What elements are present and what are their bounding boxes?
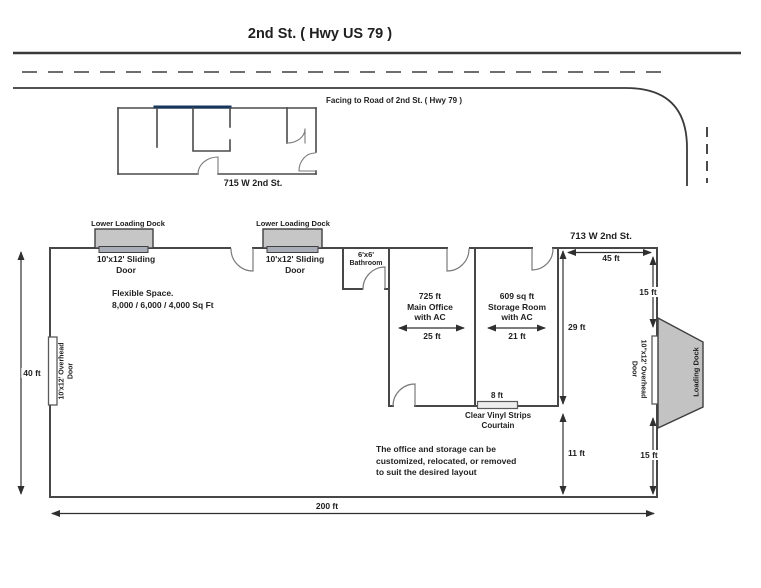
office-bottom-door bbox=[393, 384, 415, 406]
building-713-floorplan bbox=[50, 248, 657, 497]
dim-40ft: 40 ft bbox=[23, 368, 41, 378]
sliding-door1-label: 10'x12' Sliding Door bbox=[96, 254, 156, 275]
overhead-door-right-label: 10"x12' Overhead Door bbox=[631, 339, 647, 399]
facing-note: Facing to Road of 2nd St. ( Hwy 79 ) bbox=[325, 96, 463, 105]
vinyl-strip-curtain bbox=[478, 402, 518, 409]
dock2-label: Lower Loading Dock bbox=[256, 219, 330, 228]
loading-dock-1 bbox=[95, 229, 153, 248]
office-top-door bbox=[447, 249, 469, 271]
dim-25ft: 25 ft bbox=[423, 331, 441, 341]
dim-8ft: 8 ft bbox=[491, 391, 503, 400]
office-label: 725 ft Main Office with AC bbox=[407, 291, 453, 322]
office-storage-walls bbox=[389, 248, 558, 406]
dim-29ft: 29 ft bbox=[568, 322, 586, 332]
bathroom-door bbox=[363, 267, 385, 289]
dim-15ft-bottom: 15 ft bbox=[640, 450, 658, 460]
bathroom-label: 6'x6' Bathroom bbox=[349, 250, 383, 267]
vinyl-curtain-label: Clear Vinyl Strips Courtain bbox=[464, 411, 532, 430]
road-lines bbox=[13, 53, 741, 186]
loading-dock-2 bbox=[263, 229, 322, 248]
storage-top-door bbox=[532, 249, 553, 270]
address-713: 713 W 2nd St. bbox=[570, 231, 632, 242]
dock1-label: Lower Loading Dock bbox=[91, 219, 165, 228]
dim-200ft: 200 ft bbox=[315, 501, 339, 511]
dim-21ft: 21 ft bbox=[508, 331, 526, 341]
building-715-floorplan bbox=[118, 107, 316, 174]
customization-note: The office and storage can be customized, relocated, or removed to suit the desired layout bbox=[376, 444, 517, 477]
sliding-door-1 bbox=[99, 247, 148, 253]
sliding-door2-label: 10'x12' Sliding Door bbox=[265, 254, 325, 275]
flexible-space-label: Flexible Space. 8,000 / 6,000 / 4,000 Sq Ft bbox=[112, 288, 214, 310]
address-715: 715 W 2nd St. bbox=[223, 178, 283, 188]
street-title: 2nd St. ( Hwy US 79 ) bbox=[247, 26, 393, 42]
overhead-door-left bbox=[49, 337, 58, 405]
entry-door bbox=[231, 249, 253, 271]
storage-label: 609 sq ft Storage Room with AC bbox=[487, 291, 547, 322]
sliding-door-2 bbox=[267, 247, 318, 253]
dim-45ft: 45 ft bbox=[602, 253, 620, 263]
loading-dock-right-label: Loading Dock bbox=[691, 347, 701, 397]
dim-11ft: 11 ft bbox=[568, 448, 586, 458]
dim-15ft-top: 15 ft bbox=[639, 287, 657, 297]
overhead-door-left-label: 10'x12' Overhead Door bbox=[58, 342, 74, 400]
